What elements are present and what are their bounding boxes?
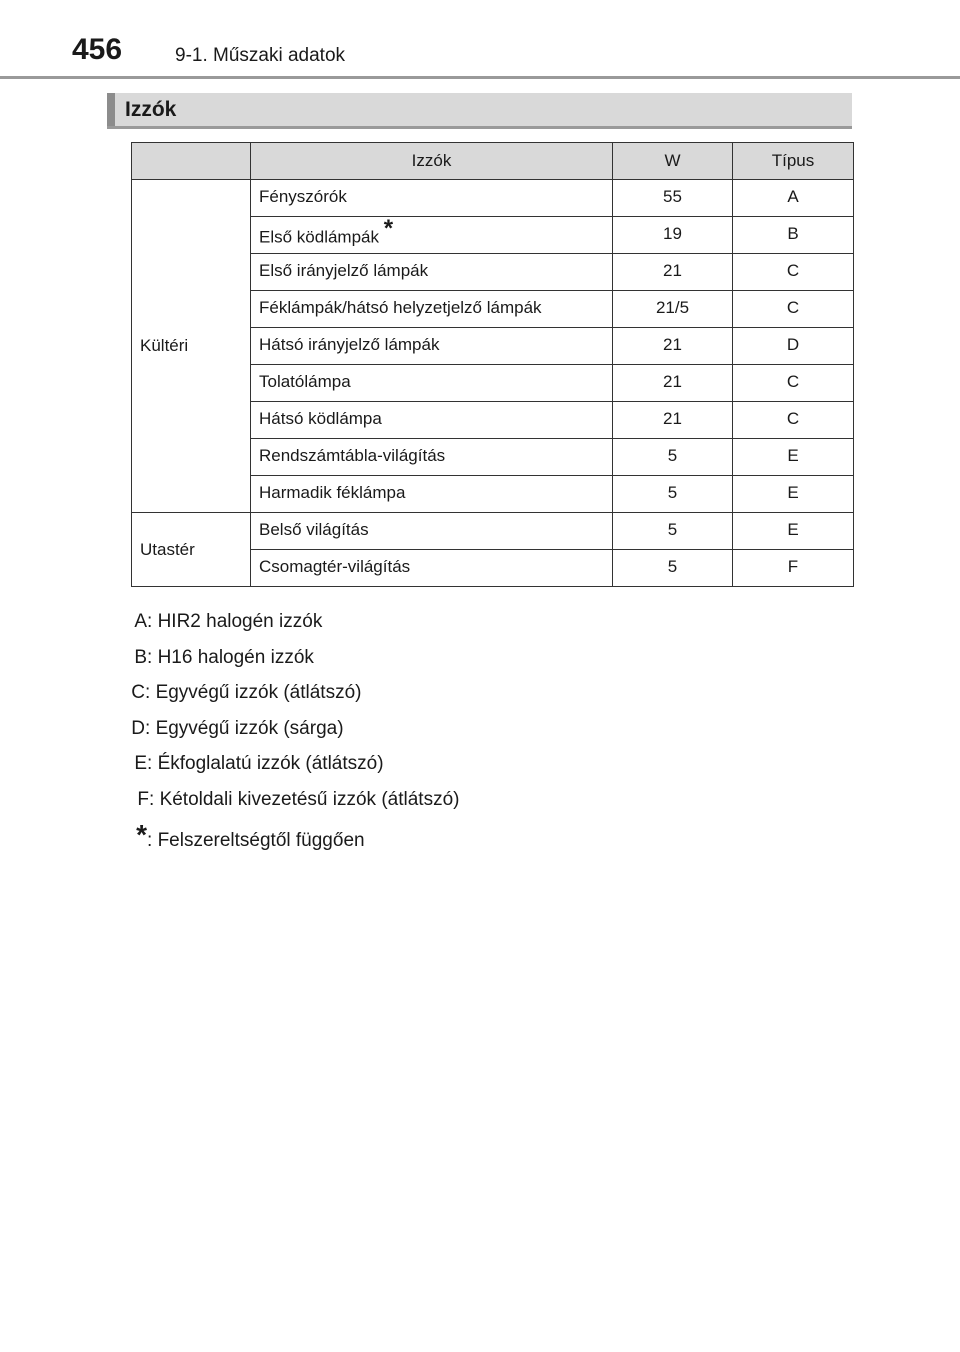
bulb-wattage: 5 bbox=[613, 439, 733, 476]
bulb-type: C bbox=[733, 365, 854, 402]
table-row bbox=[132, 180, 854, 217]
legend-key: C bbox=[131, 682, 145, 703]
bulb-name-cell bbox=[251, 328, 613, 365]
bulb-type: E bbox=[733, 476, 854, 513]
legend-key: * bbox=[136, 819, 147, 850]
group-label: Kültéri bbox=[132, 180, 251, 513]
legend-key: F bbox=[137, 788, 149, 810]
bulb-type: C bbox=[733, 291, 854, 328]
column-header-watt: W bbox=[613, 143, 733, 180]
page-number: 456 bbox=[72, 33, 123, 66]
bulb-wattage: 5 bbox=[613, 476, 733, 513]
bulb-wattage: 21 bbox=[613, 254, 733, 291]
bulb-name-cell bbox=[251, 291, 613, 328]
legend-text: Felszereltségtől függően bbox=[157, 830, 365, 851]
legend-separator: : bbox=[145, 682, 151, 703]
legend-key: B bbox=[134, 646, 147, 668]
bulb-name-cell bbox=[251, 180, 613, 217]
legend-item bbox=[117, 604, 322, 640]
legend-separator: : bbox=[149, 788, 155, 810]
legend-key: E bbox=[134, 753, 147, 774]
legend-item bbox=[115, 675, 361, 711]
bulb-name: Harmadik féklámpa bbox=[259, 483, 406, 502]
section-title: Izzók bbox=[125, 98, 177, 121]
bulb-type: B bbox=[733, 217, 854, 254]
bulb-wattage: 5 bbox=[613, 550, 733, 587]
bulb-name: Féklámpák/hátsó helyzetjelző lámpák bbox=[259, 298, 542, 317]
legend-text: Kétoldali kivezetésű izzók (átlátszó) bbox=[159, 788, 460, 810]
legend-text: H16 halogén izzók bbox=[157, 646, 314, 668]
bulb-wattage: 21 bbox=[613, 365, 733, 402]
bulb-name: Hátsó irányjelző lámpák bbox=[259, 335, 440, 354]
bulb-wattage: 19 bbox=[613, 217, 733, 254]
bulb-name-cell bbox=[251, 402, 613, 439]
bulb-type: A bbox=[733, 180, 854, 217]
legend-separator: : bbox=[147, 830, 153, 851]
bulb-name-cell bbox=[251, 476, 613, 513]
legend-item bbox=[117, 640, 314, 676]
bulb-name-cell bbox=[251, 254, 613, 291]
bulb-type: F bbox=[733, 550, 854, 587]
bulb-name: Fényszórók bbox=[259, 187, 347, 206]
table-header-row bbox=[132, 143, 854, 180]
legend-item bbox=[119, 782, 459, 818]
group-label: Utastér bbox=[132, 513, 251, 587]
bulb-wattage: 5 bbox=[613, 513, 733, 550]
bulb-name: Első ködlámpák bbox=[259, 227, 380, 247]
bulb-wattage: 21/5 bbox=[613, 291, 733, 328]
legend-text: Egyvégű izzók (sárga) bbox=[155, 717, 344, 739]
bulb-wattage: 21 bbox=[613, 328, 733, 365]
bulb-type: D bbox=[733, 328, 854, 365]
bulb-name: Belső világítás bbox=[259, 520, 369, 539]
legend-item bbox=[115, 711, 344, 747]
legend-text: Egyvégű izzók (átlátszó) bbox=[155, 682, 362, 703]
bulb-name: Csomagtér-világítás bbox=[259, 557, 411, 576]
column-header-bulbs: Izzók bbox=[251, 143, 613, 180]
bulb-name-cell bbox=[251, 365, 613, 402]
bulb-name: Rendszámtábla-világítás bbox=[259, 446, 446, 465]
legend-separator: : bbox=[147, 611, 153, 632]
legend-separator: : bbox=[147, 646, 153, 668]
header-divider bbox=[0, 76, 960, 79]
bulb-type: E bbox=[733, 513, 854, 550]
legend-key: D bbox=[131, 717, 145, 739]
bulb-wattage: 21 bbox=[613, 402, 733, 439]
legend-text: HIR2 halogén izzók bbox=[157, 611, 323, 632]
legend-item bbox=[117, 746, 384, 782]
legend-separator: : bbox=[147, 753, 153, 774]
table-row bbox=[132, 513, 854, 550]
chapter-title: 9-1. Műszaki adatok bbox=[175, 45, 346, 66]
section-heading-bar bbox=[107, 93, 852, 129]
bulb-name: Első irányjelző lámpák bbox=[259, 261, 429, 280]
section-heading-accent bbox=[107, 93, 115, 126]
legend-item bbox=[117, 817, 365, 853]
bulb-name-cell bbox=[251, 513, 613, 550]
bulb-type: C bbox=[733, 402, 854, 439]
optional-equipment-marker: * bbox=[383, 215, 394, 242]
bulb-wattage: 55 bbox=[613, 180, 733, 217]
column-header-group bbox=[132, 143, 251, 180]
legend-separator: : bbox=[145, 717, 151, 739]
legend-text: Ékfoglalatú izzók (átlátszó) bbox=[157, 753, 384, 774]
bulb-type: C bbox=[733, 254, 854, 291]
bulb-table bbox=[131, 142, 854, 587]
column-header-type: Típus bbox=[733, 143, 854, 180]
bulb-name-cell bbox=[251, 550, 613, 587]
bulb-name: Hátsó ködlámpa bbox=[259, 409, 382, 428]
bulb-table-body bbox=[132, 180, 854, 587]
legend-key: A bbox=[134, 611, 147, 632]
bulb-name: Tolatólámpa bbox=[259, 372, 351, 391]
bulb-name-cell bbox=[251, 439, 613, 476]
bulb-type: E bbox=[733, 439, 854, 476]
bulb-name-cell bbox=[251, 217, 613, 254]
